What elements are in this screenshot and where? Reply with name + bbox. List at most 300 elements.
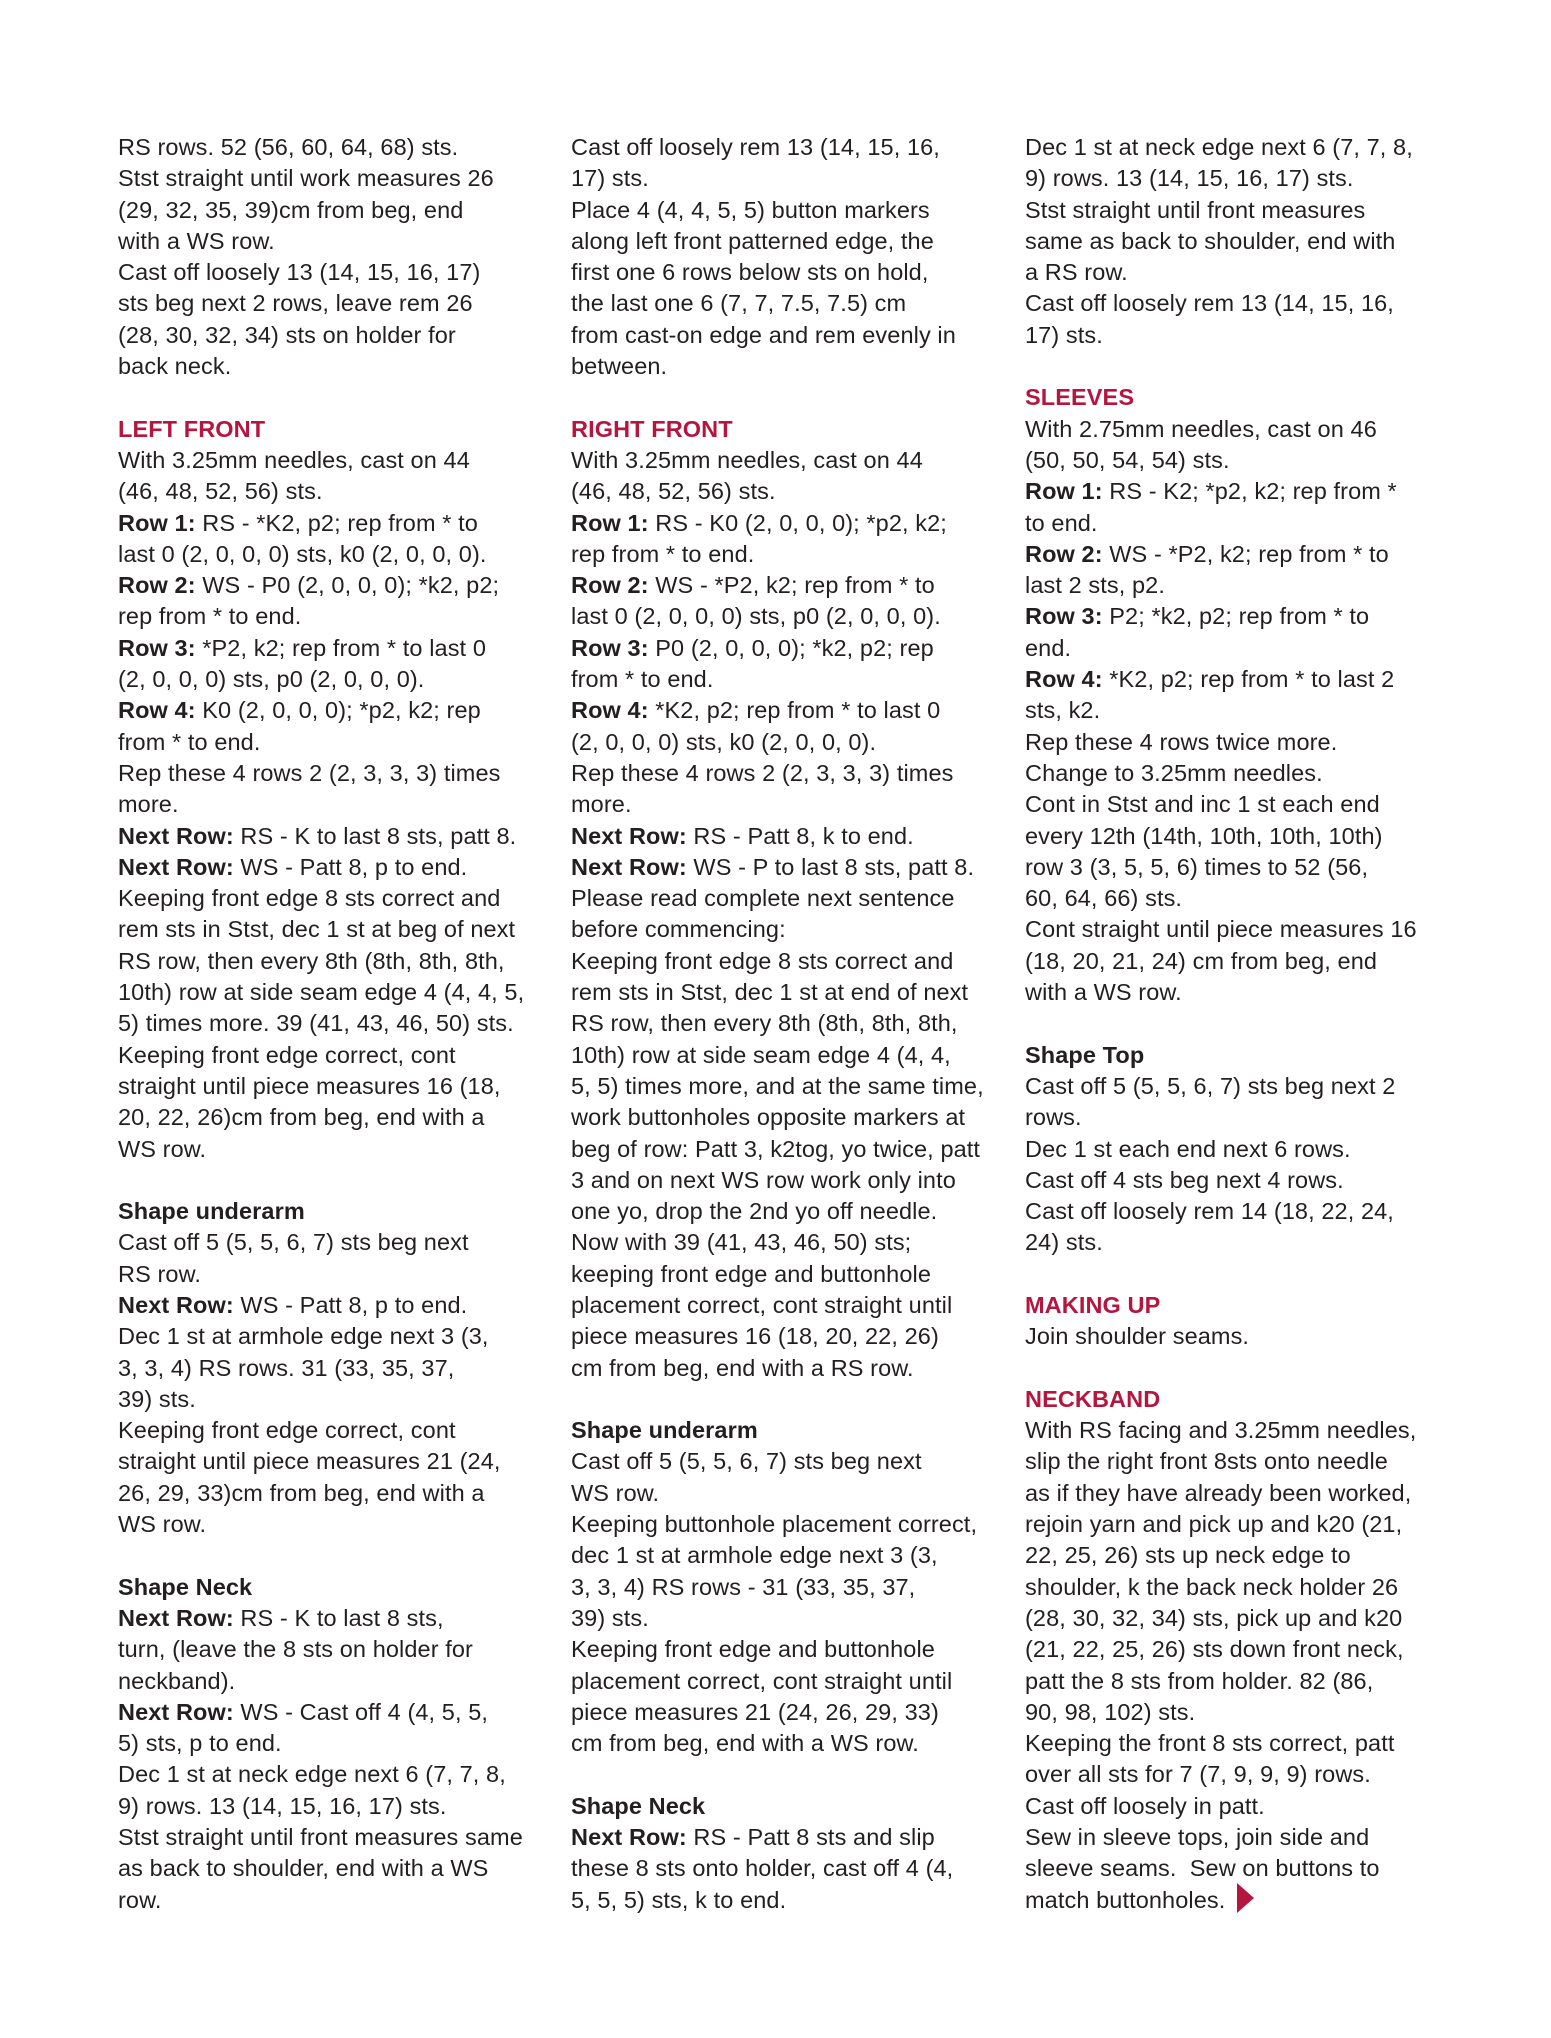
text-line bbox=[571, 1509, 1011, 1540]
shape-underarm-instructions bbox=[571, 1446, 1011, 1759]
line-text: 5, 5, 5) sts, k to end. bbox=[571, 1886, 787, 1913]
line-text: Join shoulder seams. bbox=[1025, 1323, 1250, 1350]
line-text: one yo, drop the 2nd yo off needle. bbox=[571, 1198, 938, 1225]
line-text: Rep these 4 rows twice more. bbox=[1025, 728, 1338, 755]
row-label: Next Row: bbox=[118, 1604, 234, 1631]
text-line bbox=[571, 1728, 1011, 1759]
line-text: rem sts in Stst, dec 1 st at end of next bbox=[571, 979, 969, 1006]
line-text: Cast off 5 (5, 5, 6, 7) sts beg next bbox=[571, 1448, 922, 1475]
shape-neck-heading: Shape Neck bbox=[571, 1792, 706, 1819]
text-line bbox=[118, 1634, 558, 1665]
text-line bbox=[118, 1885, 558, 1916]
text-line bbox=[118, 852, 558, 883]
text-line bbox=[1025, 946, 1465, 977]
text-line bbox=[1025, 821, 1465, 852]
text-line bbox=[571, 852, 1011, 883]
left-front-heading: LEFT FRONT bbox=[118, 415, 266, 442]
row-label: Row 4: bbox=[118, 697, 196, 724]
text-line bbox=[571, 1165, 1011, 1196]
text-line bbox=[1025, 1446, 1465, 1477]
line-text: neckband). bbox=[118, 1667, 236, 1694]
line-text: cm from beg, end with a WS row. bbox=[571, 1730, 919, 1757]
line-text: turn, (leave the 8 sts on holder for bbox=[118, 1636, 473, 1663]
text-line bbox=[571, 1102, 1011, 1133]
line-text: RS - K2; *p2, k2; rep from * bbox=[1102, 478, 1397, 505]
line-text: Rep these 4 rows 2 (2, 3, 3, 3) times bbox=[571, 759, 954, 786]
line-text: *K2, p2; rep from * to last 0 bbox=[648, 697, 941, 724]
line-text: Dec 1 st at armhole edge next 3 (3, bbox=[118, 1323, 489, 1350]
text-line bbox=[118, 914, 558, 945]
text-line bbox=[571, 664, 1011, 695]
sleeves-heading: SLEEVES bbox=[1025, 384, 1135, 411]
text-line bbox=[1025, 758, 1465, 789]
line-text: Dec 1 st at neck edge next 6 (7, 7, 8, bbox=[118, 1761, 506, 1788]
line-text: 39) sts. bbox=[571, 1604, 649, 1631]
line-text: WS - *P2, k2; rep from * to bbox=[648, 572, 935, 599]
line-text: Please read complete next sentence bbox=[571, 885, 955, 912]
text-line bbox=[571, 695, 1011, 726]
line-text: RS - K to last 8 sts, patt 8. bbox=[233, 822, 517, 849]
text-line bbox=[118, 1822, 558, 1853]
text-line bbox=[1025, 695, 1465, 726]
line-text: as if they have already been worked, bbox=[1025, 1479, 1412, 1506]
text-line bbox=[571, 758, 1011, 789]
text-line bbox=[118, 570, 558, 601]
right-front-instructions bbox=[571, 445, 1011, 1384]
text-line bbox=[118, 1353, 558, 1384]
text-line bbox=[1025, 1134, 1465, 1165]
text-line bbox=[118, 1290, 558, 1321]
text-line bbox=[571, 1666, 1011, 1697]
line-text: 20, 22, 26)cm from beg, end with a bbox=[118, 1104, 485, 1131]
text-line: Cast off loosely rem 13 (14, 15, 16, bbox=[1025, 290, 1394, 317]
line-text: work buttonholes opposite markers at bbox=[571, 1104, 966, 1131]
shape-neck-instructions bbox=[571, 1822, 1011, 1916]
line-text: Stst straight until front measures same bbox=[118, 1824, 523, 1851]
text-line bbox=[118, 508, 558, 539]
line-text: With 3.25mm needles, cast on 44 bbox=[571, 446, 923, 473]
line-text: slip the right front 8sts onto needle bbox=[1025, 1448, 1388, 1475]
text-line bbox=[1025, 1071, 1465, 1102]
line-text: Rep these 4 rows 2 (2, 3, 3, 3) times bbox=[118, 759, 501, 786]
text-line bbox=[571, 1040, 1011, 1071]
text-line bbox=[118, 977, 558, 1008]
shape-neck-instructions bbox=[118, 1603, 558, 1916]
line-text: 90, 98, 102) sts. bbox=[1025, 1698, 1196, 1725]
text-line bbox=[571, 1227, 1011, 1258]
line-text: 26, 29, 33)cm from beg, end with a bbox=[118, 1479, 485, 1506]
line-text: 3, 3, 4) RS rows - 31 (33, 35, 37, bbox=[571, 1573, 916, 1600]
text-line bbox=[118, 1040, 558, 1071]
line-text: WS - Patt 8, p to end. bbox=[233, 1291, 468, 1318]
line-text: dec 1 st at armhole edge next 3 (3, bbox=[571, 1542, 938, 1569]
line-text: Keeping the front 8 sts correct, patt bbox=[1025, 1730, 1395, 1757]
line-text: Keeping front edge correct, cont bbox=[118, 1417, 456, 1444]
text-line bbox=[1025, 476, 1465, 507]
text-line bbox=[571, 1697, 1011, 1728]
text-line bbox=[571, 1603, 1011, 1634]
text-line bbox=[571, 977, 1011, 1008]
text-line bbox=[118, 1853, 558, 1884]
right-front-heading: RIGHT FRONT bbox=[571, 415, 733, 442]
text-line bbox=[118, 601, 558, 632]
line-text: last 2 sts, p2. bbox=[1025, 572, 1165, 599]
text-line bbox=[118, 1509, 558, 1540]
text-line bbox=[571, 883, 1011, 914]
text-line bbox=[571, 1196, 1011, 1227]
text-line bbox=[571, 1008, 1011, 1039]
line-text: RS row, then every 8th (8th, 8th, 8th, bbox=[118, 947, 505, 974]
line-text: RS row. bbox=[118, 1260, 201, 1287]
row-label: Row 3: bbox=[571, 634, 649, 661]
text-line bbox=[118, 1728, 558, 1759]
text-line bbox=[1025, 1478, 1465, 1509]
text-line: Cast off loosely rem 13 (14, 15, 16, bbox=[571, 134, 940, 160]
text-line bbox=[118, 664, 558, 695]
line-text: (21, 22, 25, 26) sts down front neck, bbox=[1025, 1636, 1404, 1663]
line-text: Keeping front edge correct, cont bbox=[118, 1041, 456, 1068]
line-text: With 3.25mm needles, cast on 44 bbox=[118, 446, 470, 473]
line-text: (28, 30, 32, 34) sts, pick up and k20 bbox=[1025, 1604, 1403, 1631]
text-line bbox=[571, 1290, 1011, 1321]
line-text: Keeping buttonhole placement correct, bbox=[571, 1511, 978, 1538]
line-text: rejoin yarn and pick up and k20 (21, bbox=[1025, 1511, 1403, 1538]
text-line: (28, 30, 32, 34) sts on holder for bbox=[118, 321, 456, 348]
text-line bbox=[118, 1415, 558, 1446]
text-line bbox=[1025, 664, 1465, 695]
line-text: straight until piece measures 16 (18, bbox=[118, 1072, 501, 1099]
text-line bbox=[1025, 1227, 1465, 1258]
intro-text bbox=[1025, 132, 1465, 351]
line-text: sleeve seams. Sew on buttons to bbox=[1025, 1855, 1380, 1882]
text-line bbox=[571, 1885, 1011, 1916]
line-text: 5) sts, p to end. bbox=[118, 1730, 282, 1757]
row-label: Next Row: bbox=[118, 853, 234, 880]
text-line bbox=[1025, 445, 1465, 476]
text-line bbox=[571, 1071, 1011, 1102]
text-line bbox=[118, 1478, 558, 1509]
text-line bbox=[571, 1446, 1011, 1477]
line-text: *P2, k2; rep from * to last 0 bbox=[195, 634, 486, 661]
text-line bbox=[571, 633, 1011, 664]
text-line bbox=[571, 789, 1011, 820]
line-text: With RS facing and 3.25mm needles, bbox=[1025, 1417, 1417, 1444]
line-text: WS - P0 (2, 0, 0, 0); *k2, p2; bbox=[195, 572, 500, 599]
line-text: these 8 sts onto holder, cast off 4 (4, bbox=[571, 1855, 954, 1882]
line-text: WS row. bbox=[118, 1511, 207, 1538]
shape-neck-heading: Shape Neck bbox=[118, 1573, 253, 1600]
line-text: Keeping front edge 8 sts correct and bbox=[571, 947, 954, 974]
shape-underarm-heading: Shape underarm bbox=[571, 1417, 758, 1444]
text-line: sts beg next 2 rows, leave rem 26 bbox=[118, 290, 473, 317]
line-text: placement correct, cont straight until bbox=[571, 1291, 953, 1318]
line-text: from * to end. bbox=[571, 666, 714, 693]
row-label: Row 2: bbox=[1025, 540, 1103, 567]
neckband-heading: NECKBAND bbox=[1025, 1385, 1161, 1412]
final-line-text: match buttonholes. bbox=[1025, 1886, 1226, 1913]
line-text: Dec 1 st each end next 6 rows. bbox=[1025, 1135, 1351, 1162]
line-text: every 12th (14th, 10th, 10th, 10th) bbox=[1025, 822, 1383, 849]
text-line: same as back to shoulder, end with bbox=[1025, 227, 1396, 254]
text-line bbox=[118, 1227, 558, 1258]
row-label: Next Row: bbox=[571, 1824, 687, 1851]
text-line bbox=[571, 476, 1011, 507]
text-line bbox=[118, 1071, 558, 1102]
text-line: (29, 32, 35, 39)cm from beg, end bbox=[118, 196, 464, 223]
line-text: (50, 50, 54, 54) sts. bbox=[1025, 446, 1230, 473]
column-2 bbox=[571, 132, 1011, 1916]
shape-underarm-heading: Shape underarm bbox=[118, 1198, 305, 1225]
text-line bbox=[571, 1259, 1011, 1290]
line-text: before commencing: bbox=[571, 916, 786, 943]
line-text: last 0 (2, 0, 0, 0) sts, p0 (2, 0, 0, 0). bbox=[571, 603, 941, 630]
text-line bbox=[1025, 601, 1465, 632]
line-text: 5, 5) times more, and at the same time, bbox=[571, 1072, 984, 1099]
text-line bbox=[118, 539, 558, 570]
text-line bbox=[1025, 1791, 1465, 1822]
text-line: a RS row. bbox=[1025, 259, 1128, 286]
text-line: first one 6 rows below sts on hold, bbox=[571, 259, 929, 286]
line-text: WS - Patt 8, p to end. bbox=[233, 853, 468, 880]
line-text: 22, 25, 26) sts up neck edge to bbox=[1025, 1542, 1351, 1569]
text-line bbox=[571, 1478, 1011, 1509]
text-line bbox=[118, 1008, 558, 1039]
text-line bbox=[1025, 570, 1465, 601]
text-line bbox=[571, 946, 1011, 977]
line-text: RS row, then every 8th (8th, 8th, 8th, bbox=[571, 1010, 958, 1037]
text-line bbox=[1025, 914, 1465, 945]
row-label: Next Row: bbox=[118, 1291, 234, 1318]
line-text: 5) times more. 39 (41, 43, 46, 50) sts. bbox=[118, 1010, 514, 1037]
text-line bbox=[118, 695, 558, 726]
line-text: With 2.75mm needles, cast on 46 bbox=[1025, 415, 1377, 442]
text-line bbox=[571, 1353, 1011, 1384]
text-line: the last one 6 (7, 7, 7.5, 7.5) cm bbox=[571, 290, 907, 317]
line-text: row 3 (3, 5, 5, 6) times to 52 (56, bbox=[1025, 853, 1369, 880]
line-text: with a WS row. bbox=[1025, 979, 1182, 1006]
column-3 bbox=[1025, 132, 1465, 1916]
text-line: 9) rows. 13 (14, 15, 16, 17) sts. bbox=[1025, 165, 1354, 192]
line-text: rep from * to end. bbox=[571, 540, 755, 567]
text-line bbox=[1025, 789, 1465, 820]
text-line: Stst straight until work measures 26 bbox=[118, 165, 494, 192]
text-line bbox=[118, 883, 558, 914]
line-text: placement correct, cont straight until bbox=[571, 1667, 953, 1694]
text-line bbox=[1025, 1759, 1465, 1790]
line-text: piece measures 21 (24, 26, 29, 33) bbox=[571, 1698, 939, 1725]
text-line bbox=[571, 1572, 1011, 1603]
row-label: Row 3: bbox=[118, 634, 196, 661]
row-label: Row 1: bbox=[571, 509, 649, 536]
line-text: 9) rows. 13 (14, 15, 16, 17) sts. bbox=[118, 1792, 447, 1819]
line-text: to end. bbox=[1025, 509, 1098, 536]
text-line bbox=[118, 1759, 558, 1790]
text-line bbox=[1025, 883, 1465, 914]
text-line bbox=[571, 601, 1011, 632]
line-text: *K2, p2; rep from * to last 2 bbox=[1102, 666, 1395, 693]
line-text: P0 (2, 0, 0, 0); *k2, p2; rep bbox=[648, 634, 934, 661]
neckband-instructions bbox=[1025, 1415, 1465, 1884]
intro-text bbox=[571, 132, 1011, 382]
row-label: Row 1: bbox=[118, 509, 196, 536]
text-line: back neck. bbox=[118, 353, 232, 380]
line-text: Cast off 4 sts beg next 4 rows. bbox=[1025, 1166, 1344, 1193]
text-line bbox=[1025, 852, 1465, 883]
text-line bbox=[118, 445, 558, 476]
row-label: Row 4: bbox=[571, 697, 649, 724]
line-text: 24) sts. bbox=[1025, 1229, 1103, 1256]
line-text: Cont straight until piece measures 16 bbox=[1025, 916, 1417, 943]
line-text: beg of row: Patt 3, k2tog, yo twice, patt bbox=[571, 1135, 981, 1162]
line-text: 3, 3, 4) RS rows. 31 (33, 35, 37, bbox=[118, 1354, 455, 1381]
text-line bbox=[571, 1540, 1011, 1571]
line-text: straight until piece measures 21 (24, bbox=[118, 1448, 501, 1475]
line-text: 60, 64, 66) sts. bbox=[1025, 885, 1183, 912]
intro-text bbox=[118, 132, 558, 382]
text-line: between. bbox=[571, 353, 668, 380]
text-line bbox=[1025, 633, 1465, 664]
line-text: Now with 39 (41, 43, 46, 50) sts; bbox=[571, 1229, 912, 1256]
making-up-instructions bbox=[1025, 1321, 1465, 1352]
text-line: Dec 1 st at neck edge next 6 (7, 7, 8, bbox=[1025, 134, 1413, 160]
line-text: end. bbox=[1025, 634, 1072, 661]
text-line bbox=[118, 476, 558, 507]
text-line bbox=[118, 1603, 558, 1634]
line-text: more. bbox=[118, 791, 179, 818]
text-line bbox=[118, 1666, 558, 1697]
text-line: RS rows. 52 (56, 60, 64, 68) sts. bbox=[118, 134, 459, 160]
text-line bbox=[1025, 1822, 1465, 1853]
text-line bbox=[118, 1259, 558, 1290]
line-text: as back to shoulder, end with a WS bbox=[118, 1855, 489, 1882]
sleeves-instructions bbox=[1025, 414, 1465, 1009]
final-line bbox=[1025, 1885, 1465, 1917]
row-label: Next Row: bbox=[118, 1698, 234, 1725]
line-text: over all sts for 7 (7, 9, 9, 9) rows. bbox=[1025, 1761, 1371, 1788]
line-text: Cast off loosely rem 14 (18, 22, 24, bbox=[1025, 1198, 1394, 1225]
line-text: shoulder, k the back neck holder 26 bbox=[1025, 1573, 1399, 1600]
text-line bbox=[1025, 414, 1465, 445]
line-text: (46, 48, 52, 56) sts. bbox=[571, 478, 776, 505]
line-text: (2, 0, 0, 0) sts, p0 (2, 0, 0, 0). bbox=[118, 666, 425, 693]
text-line bbox=[1025, 1415, 1465, 1446]
text-line bbox=[571, 539, 1011, 570]
text-line bbox=[118, 758, 558, 789]
text-line bbox=[571, 727, 1011, 758]
line-text: Cast off 5 (5, 5, 6, 7) sts beg next bbox=[118, 1229, 469, 1256]
line-text: RS - Patt 8 sts and slip bbox=[686, 1824, 935, 1851]
text-line bbox=[118, 1102, 558, 1133]
text-line bbox=[118, 789, 558, 820]
line-text: more. bbox=[571, 791, 632, 818]
line-text: 3 and on next WS row work only into bbox=[571, 1166, 956, 1193]
text-line bbox=[118, 1134, 558, 1165]
row-label: Next Row: bbox=[571, 822, 687, 849]
line-text: P2; *k2, p2; rep from * to bbox=[1102, 603, 1370, 630]
text-line bbox=[571, 1822, 1011, 1853]
row-label: Row 3: bbox=[1025, 603, 1103, 630]
line-text: Sew in sleeve tops, join side and bbox=[1025, 1824, 1370, 1851]
row-label: Row 4: bbox=[1025, 666, 1103, 693]
text-line: 17) sts. bbox=[571, 165, 649, 192]
line-text: keeping front edge and buttonhole bbox=[571, 1260, 932, 1287]
line-text: Change to 3.25mm needles. bbox=[1025, 759, 1323, 786]
line-text: (46, 48, 52, 56) sts. bbox=[118, 478, 323, 505]
row-label: Row 1: bbox=[1025, 478, 1103, 505]
line-text: Cont in Stst and inc 1 st each end bbox=[1025, 791, 1380, 818]
line-text: 10th) row at side seam edge 4 (4, 4, bbox=[571, 1041, 951, 1068]
line-text: rep from * to end. bbox=[118, 603, 302, 630]
line-text: Keeping front edge and buttonhole bbox=[571, 1636, 935, 1663]
shape-top-heading: Shape Top bbox=[1025, 1041, 1145, 1068]
text-line bbox=[118, 1446, 558, 1477]
line-text: cm from beg, end with a RS row. bbox=[571, 1354, 914, 1381]
text-line: Cast off loosely 13 (14, 15, 16, 17) bbox=[118, 259, 481, 286]
text-line bbox=[118, 946, 558, 977]
line-text: (18, 20, 21, 24) cm from beg, end bbox=[1025, 947, 1378, 974]
text-line bbox=[1025, 1321, 1465, 1352]
text-line bbox=[118, 633, 558, 664]
text-line bbox=[1025, 1603, 1465, 1634]
line-text: last 0 (2, 0, 0, 0) sts, k0 (2, 0, 0, 0). bbox=[118, 540, 487, 567]
line-text: piece measures 16 (18, 20, 22, 26) bbox=[571, 1323, 939, 1350]
line-text: rows. bbox=[1025, 1104, 1082, 1131]
making-up-heading: MAKING UP bbox=[1025, 1291, 1161, 1318]
line-text: K0 (2, 0, 0, 0); *p2, k2; rep bbox=[195, 697, 481, 724]
line-text: Keeping front edge 8 sts correct and bbox=[118, 885, 501, 912]
text-line bbox=[1025, 1634, 1465, 1665]
text-line bbox=[1025, 1697, 1465, 1728]
text-line bbox=[1025, 1728, 1465, 1759]
line-text: WS - P to last 8 sts, patt 8. bbox=[686, 853, 975, 880]
text-line: Place 4 (4, 4, 5, 5) button markers bbox=[571, 196, 930, 223]
row-label: Row 2: bbox=[571, 572, 649, 599]
text-line: 17) sts. bbox=[1025, 321, 1103, 348]
line-text: WS row. bbox=[118, 1135, 207, 1162]
text-line: Stst straight until front measures bbox=[1025, 196, 1366, 223]
text-line bbox=[571, 821, 1011, 852]
row-label: Next Row: bbox=[571, 853, 687, 880]
text-line bbox=[118, 1321, 558, 1352]
text-line bbox=[1025, 1102, 1465, 1133]
text-line bbox=[118, 1697, 558, 1728]
line-text: RS - *K2, p2; rep from * to bbox=[195, 509, 478, 536]
text-line: along left front patterned edge, the bbox=[571, 227, 934, 254]
text-line bbox=[571, 1634, 1011, 1665]
text-line bbox=[118, 1791, 558, 1822]
line-text: Cast off loosely in patt. bbox=[1025, 1792, 1265, 1819]
line-text: from * to end. bbox=[118, 728, 261, 755]
text-line bbox=[118, 1384, 558, 1415]
line-text: row. bbox=[118, 1886, 162, 1913]
column-1 bbox=[118, 132, 558, 1916]
row-label: Next Row: bbox=[118, 822, 234, 849]
text-line bbox=[1025, 1196, 1465, 1227]
line-text: RS - K0 (2, 0, 0, 0); *p2, k2; bbox=[648, 509, 947, 536]
text-line: with a WS row. bbox=[118, 227, 275, 254]
text-line bbox=[1025, 508, 1465, 539]
text-line bbox=[1025, 727, 1465, 758]
row-label: Row 2: bbox=[118, 572, 196, 599]
text-line bbox=[1025, 1509, 1465, 1540]
shape-underarm-instructions bbox=[118, 1227, 558, 1540]
line-text: RS - Patt 8, k to end. bbox=[686, 822, 914, 849]
text-line bbox=[571, 1134, 1011, 1165]
text-line bbox=[118, 821, 558, 852]
left-front-instructions bbox=[118, 445, 558, 1165]
continue-arrow-icon bbox=[1237, 1883, 1254, 1913]
text-line bbox=[571, 1853, 1011, 1884]
